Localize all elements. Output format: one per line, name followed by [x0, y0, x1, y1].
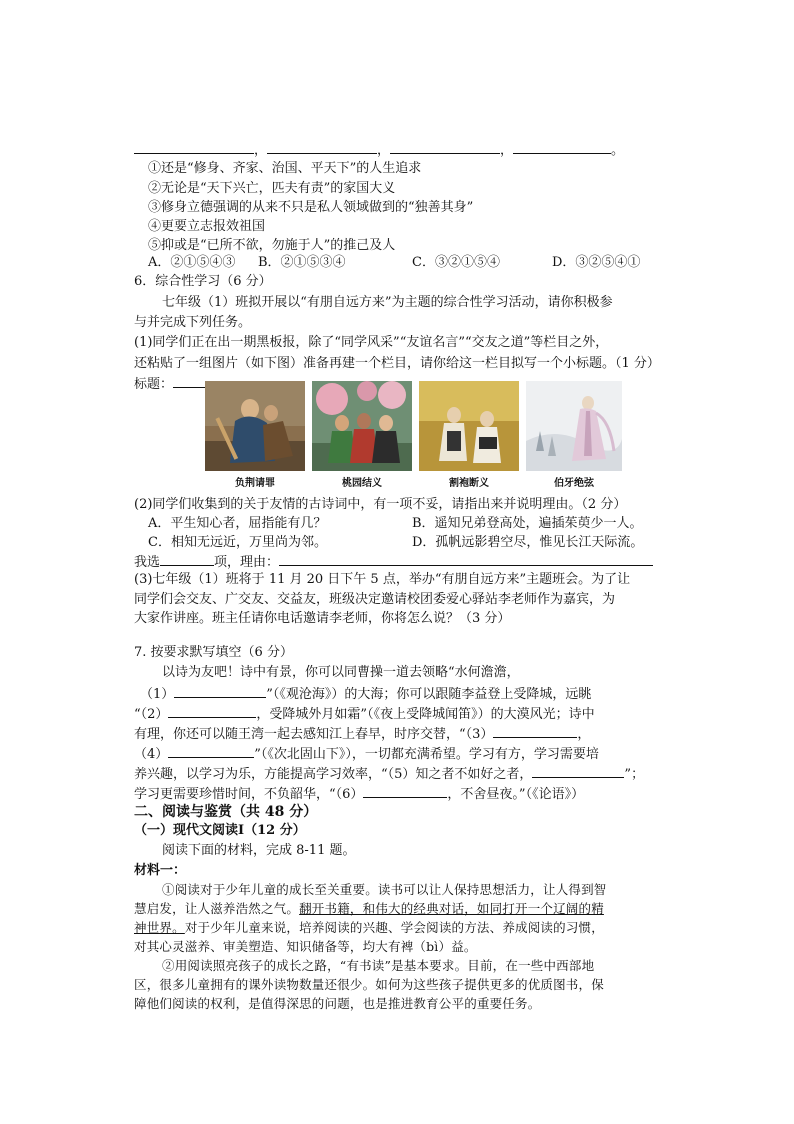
q5-item: ③修身立德强调的从来不只是私人领域做到的“独善其身” [148, 200, 474, 215]
q6-option-b[interactable]: B．遥知兄弟登高处，遍插茱萸少一人。 [412, 516, 643, 531]
q5-item: ⑤抑或是“已所不欲，勿施于人”的推己及人 [148, 238, 396, 253]
material-text: ②用阅读照亮孩子的成长之路，“有书读”是基本要求。目前，在一些中西部地 [162, 958, 595, 973]
image-caption: 伯牙绝弦 [554, 478, 594, 489]
q7-line: 有理，你还可以随王湾一起去感知江上春早，时序交替，“（3） ， [134, 724, 590, 744]
material-text: 对其心灵滋养、审美塑造、知识储备等，均大有裨（bì）益。 [134, 939, 477, 954]
blank[interactable] [134, 140, 254, 154]
choice-blank[interactable] [160, 552, 214, 566]
reading-instruction: 阅读下面的材料，完成 8-11 题。 [162, 843, 356, 858]
q5-option-a[interactable]: A．②①⑤④③ [148, 255, 236, 270]
q7-line: （4） ”（《次北固山下》），一切都充满希望。学习有方，学习需要培 [134, 744, 599, 764]
blank-4[interactable] [168, 744, 254, 758]
subsection-heading: （一）现代文阅读Ⅰ（12 分） [134, 823, 306, 838]
blank-5[interactable] [532, 764, 624, 778]
material-text: 慧启发，让人滋养浩然之气。翻开书籍，和伟大的经典对话，如同打开一个辽阔的精 [134, 901, 604, 916]
q6-intro: 与并完成下列任务。 [134, 315, 252, 330]
underlined-sentence: 神世界。 [134, 920, 185, 935]
image-taoyuanjieyi [312, 381, 412, 471]
q6-part2: (2)同学们收集到的关于友情的古诗词中，有一项不妥，请指出来并说明理由。（2 分） [134, 497, 627, 512]
material-text: 神世界。对于少年儿童来说，培养阅读的兴趣、学会阅读的方法、养成阅读的习惯， [134, 920, 604, 935]
blank-3[interactable] [493, 724, 577, 738]
section-heading: 二、阅读与鉴赏（共 48 分） [134, 804, 318, 820]
image-gepaoduanyi [419, 381, 519, 471]
blank-2[interactable] [168, 704, 256, 718]
image-caption: 桃园结义 [342, 478, 382, 489]
q7-line: “（2） ，受降城外月如霜”（《夜上受降城闻笛》）的大漠风光；诗中 [134, 704, 595, 724]
q7-line: 养兴趣，以学习为乐，方能提高学习效率，“（5）知之者不如好之者， ”； [134, 764, 644, 784]
q6-part1: 还粘贴了一组图片（如下图）准备再建一个栏目，请你给这一栏目拟写一个小标题。（1 分） [134, 356, 660, 371]
q6-option-a[interactable]: A．平生知心者，屈指能有几？ [148, 516, 327, 531]
reason-blank[interactable] [279, 552, 653, 566]
q6-heading: 6．综合性学习（6 分） [134, 274, 272, 289]
q6-choose-row: 我选 项，理由： [134, 552, 653, 572]
q5-answer-line: ， ， ， 。 [134, 140, 624, 160]
q6-title-row: 标题： [134, 374, 271, 394]
blank-1[interactable] [174, 684, 266, 698]
q5-option-d[interactable]: D．③②⑤④① [552, 255, 641, 270]
image-caption: 割袍断义 [449, 478, 489, 489]
q6-part1: (1)同学们正在出一期黑板报，除了“同学风采”“友谊名言”“交友之道”等栏目之外， [134, 335, 609, 350]
q5-item: ②无论是“天下兴亡，匹夫有责”的家国大义 [148, 181, 396, 196]
q6-part3: 同学们会交友、广交友、交益友，班级决定邀请校团委爱心驿站李老师作为嘉宾，为 [134, 592, 616, 607]
image-caption: 负荆请罪 [235, 478, 275, 489]
q6-part3: 大家作讲座。班主任请你电话邀请李老师，你将怎么说？（3 分） [134, 611, 511, 626]
q5-option-c[interactable]: C．③②①⑤④ [412, 255, 500, 270]
q5-item: ④更要立志报效祖国 [148, 219, 266, 234]
blank[interactable] [390, 140, 500, 154]
material-label: 材料一： [134, 863, 187, 878]
q6-part3: (3)七年级（1）班将于 11 月 20 日下午 5 点，举办“有朋自远方来”主题班会。为了让 [134, 572, 631, 587]
image-boyajuexian [526, 381, 622, 471]
blank[interactable] [513, 140, 611, 154]
q6-option-c[interactable]: C．相知无远近，万里尚为邻。 [148, 535, 327, 550]
material-text: 区，很多儿童拥有的课外读物数量还很少。如何为这些孩子提供更多的优质图书，保 [134, 977, 604, 992]
blank-6[interactable] [363, 784, 447, 798]
material-text: 障他们阅读的权利，是值得深思的问题，也是推进教育公平的重要任务。 [134, 996, 541, 1011]
q7-heading: 7. 按要求默写填空（6 分） [134, 645, 293, 660]
q7-line: 学习更需要珍惜时间，不负韶华，“（6） ，不舍昼夜。”（《论语》） [134, 784, 584, 804]
q7-line: 以诗为友吧！诗中有景，你可以同曹操一道去领略“水何澹澹， [162, 665, 520, 680]
q7-line: （1） ”（《观沧海》）的大海；你可以跟随李益登上受降城，远眺 [140, 684, 591, 704]
underlined-sentence: 翻开书籍，和伟大的经典对话，如同打开一个辽阔的精 [299, 901, 604, 916]
image-fujingqingzui [205, 381, 305, 471]
q5-option-b[interactable]: B．②①⑤③④ [258, 255, 346, 270]
q6-option-d[interactable]: D．孤帆远影碧空尽，惟见长江天际流。 [412, 535, 644, 550]
q5-item: ①还是“修身、齐家、治国、平天下”的人生追求 [148, 161, 422, 176]
material-text: ①阅读对于少年儿童的成长至关重要。读书可以让人保持思想活力，让人得到智 [162, 882, 607, 897]
blank[interactable] [267, 140, 377, 154]
q6-intro: 七年级（1）班拟开展以“有朋自远方来”为主题的综合性学习活动，请你积极参 [162, 295, 613, 310]
